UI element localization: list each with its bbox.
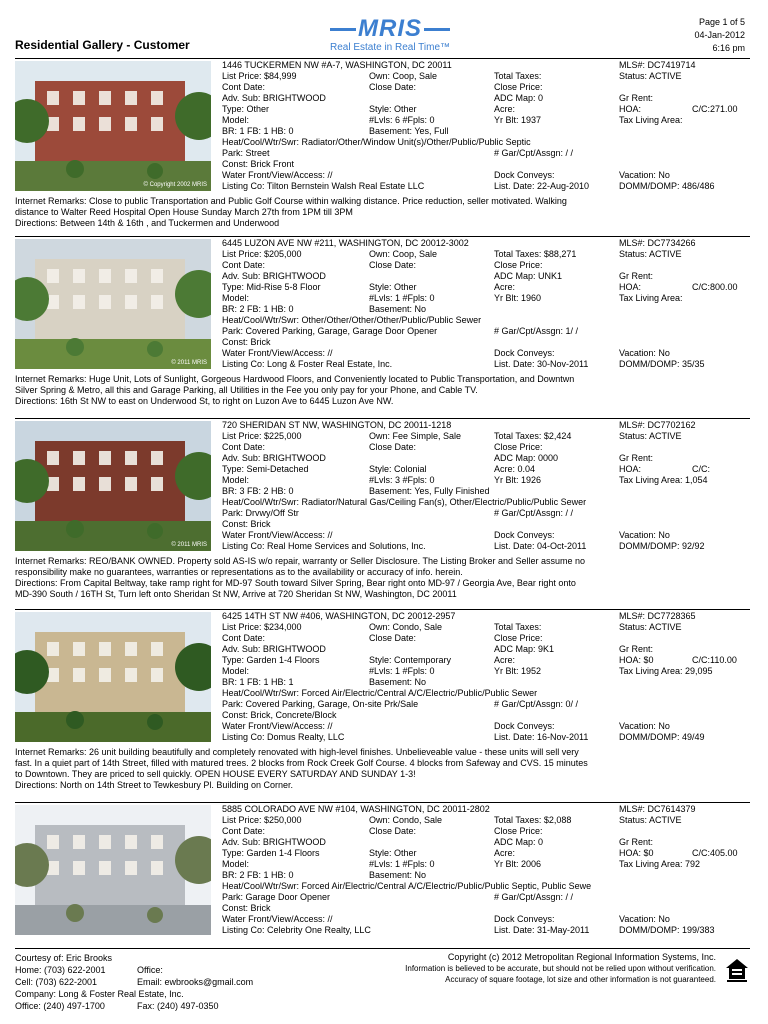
home-phone: Home: (703) 622-2001 <box>15 965 106 975</box>
detail-row <box>222 453 752 464</box>
detail-field: C/C:405.00 <box>692 848 738 858</box>
listing-details <box>222 611 752 743</box>
mls-number[interactable]: MLS#: DC7702162 <box>619 420 696 430</box>
detail-field: Basement: No <box>369 870 427 880</box>
vacation: Vacation: No <box>619 348 670 358</box>
list-date: List. Date: 30-Nov-2011 <box>494 359 589 369</box>
dock-conveys: Dock Conveys: <box>494 914 555 924</box>
listing-divider <box>15 418 750 419</box>
parking: Park: Covered Parking, Garage, On-site Prk/Sale <box>222 699 419 709</box>
water-front: Water Front/View/Access: // <box>222 914 333 924</box>
detail-field: Style: Other <box>369 848 417 858</box>
domm-domp: DOMM/DOMP: 486/486 <box>619 181 715 191</box>
remark-line: Directions: Between 14th & 16th , and Tuckermen and Underwood <box>15 218 280 228</box>
listing-address[interactable]: 720 SHERIDAN ST NW, WASHINGTON, DC 20011-1218 <box>222 420 452 430</box>
detail-row <box>222 848 752 859</box>
email[interactable]: Email: ewbrooks@gmail.com <box>137 977 254 987</box>
domm-domp: DOMM/DOMP: 92/92 <box>619 541 705 551</box>
detail-row <box>222 666 752 677</box>
listing-remarks <box>15 747 750 791</box>
remark-line: Internet Remarks: 26 unit building beautifully and completely renovated with high-level finishes. Unbelieveable value - these units will sell very <box>15 747 579 757</box>
detail-row <box>222 826 752 837</box>
office-phone: Office: <box>137 965 163 975</box>
heat-cool: Heat/Cool/Wtr/Swr: Other/Other/Other/Other/Public/Public Sewer <box>222 315 482 325</box>
listing-divider <box>15 609 750 610</box>
logo-tagline: Real Estate in Real Time™ <box>329 42 451 53</box>
detail-field: Close Date: <box>369 82 417 92</box>
disclaimer-2: Accuracy of square footage, lot size and other information is not guaranteed. <box>445 975 716 984</box>
detail-field: Basement: No <box>369 677 427 687</box>
office-main: Office: (240) 497-1700 <box>15 1001 105 1011</box>
vacation: Vacation: No <box>619 914 670 924</box>
detail-field: Model: <box>222 859 250 869</box>
construction: Const: Brick <box>222 519 271 529</box>
detail-row <box>222 655 752 666</box>
detail-field: Style: Contemporary <box>369 655 452 665</box>
dock-conveys: Dock Conveys: <box>494 721 555 731</box>
detail-field: Status: ACTIVE <box>619 622 682 632</box>
copyright-block <box>405 952 716 985</box>
listing-card <box>15 802 750 948</box>
detail-field: Status: ACTIVE <box>619 431 682 441</box>
construction: Const: Brick <box>222 903 271 913</box>
listing-address[interactable]: 1446 TUCKERMEN NW #A-7, WASHINGTON, DC 20011 <box>222 60 452 70</box>
detail-field: List Price: $234,000 <box>222 622 302 632</box>
detail-field: Close Price: <box>494 633 543 643</box>
detail-field: Gr Rent: <box>619 453 654 463</box>
detail-field: Basement: Yes, Full <box>369 126 449 136</box>
detail-row <box>222 126 752 137</box>
detail-field: List Price: $225,000 <box>222 431 302 441</box>
detail-field: Cont Date: <box>222 260 266 270</box>
detail-field: Model: <box>222 666 250 676</box>
list-date: List. Date: 04-Oct-2011 <box>494 541 587 551</box>
detail-row <box>222 115 752 126</box>
detail-field: #Lvls: 6 #Fpls: 0 <box>369 115 435 125</box>
copyright: Copyright (c) 2012 Metropolitan Regional Information Systems, Inc. <box>447 952 716 962</box>
heat-cool: Heat/Cool/Wtr/Swr: Radiator/Natural Gas/Ceiling Fan(s), Other/Electric/Public/Public Sewer <box>222 497 587 507</box>
detail-row <box>222 837 752 848</box>
parking: Park: Drvwy/Off Str <box>222 508 299 518</box>
water-front: Water Front/View/Access: // <box>222 721 333 731</box>
report-title: Residential Gallery - Customer <box>15 38 190 52</box>
detail-field: Adv. Sub: BRIGHTWOOD <box>222 644 326 654</box>
company: Company: Long & Foster Real Estate, Inc. <box>15 989 184 999</box>
detail-field: Type: Garden 1-4 Floors <box>222 655 320 665</box>
detail-field: Style: Other <box>369 282 417 292</box>
detail-field: #Lvls: 3 #Fpls: 0 <box>369 475 435 485</box>
remark-line: Directions: 16th St NW to east on Underwood St, to right on Luzon Ave to 6445 Luzon Ave NW. <box>15 396 394 406</box>
detail-field: List Price: $250,000 <box>222 815 302 825</box>
photo-caption: © 2011 MRIS <box>171 542 207 548</box>
report-date: 04-Jan-2012 <box>694 30 745 40</box>
heat-cool: Heat/Cool/Wtr/Swr: Forced Air/Electric/Central A/C/Electric/Public/Public Septic, Public Sewe <box>222 881 592 891</box>
photo-caption: © 2011 MRIS <box>171 360 207 366</box>
remark-line: responsibility make no guarantees, warranties or representations as to the availability or accuracy of info. herein. <box>15 567 463 577</box>
listing-address[interactable]: 6425 14TH ST NW #406, WASHINGTON, DC 20012-2957 <box>222 611 456 621</box>
detail-field: List Price: $205,000 <box>222 249 302 259</box>
detail-field: Close Price: <box>494 82 543 92</box>
listing-card <box>15 236 750 418</box>
detail-field: Acre: <box>494 282 516 292</box>
detail-field: Status: ACTIVE <box>619 71 682 81</box>
detail-field: C/C:800.00 <box>692 282 738 292</box>
detail-row <box>222 644 752 655</box>
page-meta <box>694 16 745 55</box>
detail-field: C/C:110.00 <box>692 655 737 665</box>
remark-line: Internet Remarks: REO/BANK OWNED. Property sold AS-IS w/o repair, warranty or Seller Disclosure. The Listing Broker and Seller assume no <box>15 556 586 566</box>
detail-field: Cont Date: <box>222 442 266 452</box>
detail-field: Adv. Sub: BRIGHTWOOD <box>222 271 326 281</box>
listing-divider <box>15 236 750 237</box>
remark-line: Directions: From Capital Beltway, take ramp right for MD-97 South toward Silver Spring, Bear right onto MD-97 / Georgia Ave, Bear right onto <box>15 578 576 588</box>
detail-field: Tax Living Area: <box>619 115 683 125</box>
detail-field: Gr Rent: <box>619 837 654 847</box>
detail-field: Type: Other <box>222 104 270 114</box>
detail-row <box>222 260 752 271</box>
listing-photo[interactable] <box>15 421 211 551</box>
detail-field: Tax Living Area: 1,054 <box>619 475 708 485</box>
detail-field: Own: Condo, Sale <box>369 622 443 632</box>
listing-divider <box>15 58 750 59</box>
listing-details <box>222 238 752 370</box>
remark-line: Directions: North on 14th Street to Tewkesbury Pl. Building on Corner. <box>15 780 293 790</box>
listing-remarks <box>15 556 750 600</box>
report-time: 6:16 pm <box>712 43 745 53</box>
agent-contact <box>15 952 254 1012</box>
remark-line: distance to Walter Reed Hospital Open House Sunday March 27th from 1PM till 3PM <box>15 207 353 217</box>
detail-field: Own: Coop, Sale <box>369 249 438 259</box>
listing-photo[interactable] <box>15 612 211 742</box>
remark-line: Internet Remarks: Huge Unit, Lots of Sunlight, Gorgeous Hardwood Floors, and Conveniently located to Public Transportation, and Downtwn <box>15 374 575 384</box>
detail-field: Type: Garden 1-4 Floors <box>222 848 320 858</box>
detail-field: Close Date: <box>369 260 417 270</box>
listing-details <box>222 804 752 936</box>
detail-row <box>222 633 752 644</box>
construction: Const: Brick <box>222 337 271 347</box>
detail-row <box>222 431 752 442</box>
detail-field: Close Date: <box>369 826 417 836</box>
detail-field: Total Taxes: $2,088 <box>494 815 572 825</box>
detail-field: Tax Living Area: <box>619 293 683 303</box>
detail-field: Acre: <box>494 104 516 114</box>
detail-row <box>222 104 752 115</box>
detail-field: C/C: <box>692 464 710 474</box>
mls-number[interactable]: MLS#: DC7734266 <box>619 238 696 248</box>
list-date: List. Date: 22-Aug-2010 <box>494 181 590 191</box>
detail-field: Yr Blt: 1937 <box>494 115 542 125</box>
detail-field: BR: 1 FB: 1 HB: 0 <box>222 126 294 136</box>
detail-field: HOA: $0 <box>619 848 654 858</box>
listing-card <box>15 58 750 236</box>
detail-field: BR: 2 FB: 1 HB: 0 <box>222 870 294 880</box>
detail-row <box>222 82 752 93</box>
listing-remarks <box>15 196 750 229</box>
detail-field: Adv. Sub: BRIGHTWOOD <box>222 837 326 847</box>
detail-field: Close Price: <box>494 826 543 836</box>
listing-photo[interactable] <box>15 61 211 191</box>
remark-line: Silver Spring & Metro, all this and Garage Parking, all Utilities in the Fee you only pay for your Phone, and Cable TV. <box>15 385 478 395</box>
photo-caption: © Copyright 2002 MRIS <box>143 182 207 188</box>
detail-field: Yr Blt: 1952 <box>494 666 542 676</box>
detail-field: BR: 1 FB: 1 HB: 1 <box>222 677 294 687</box>
detail-field: ADC Map: 0000 <box>494 453 559 463</box>
detail-row <box>222 464 752 475</box>
detail-field: Adv. Sub: BRIGHTWOOD <box>222 93 326 103</box>
listing-divider <box>15 802 750 803</box>
detail-row <box>222 815 752 826</box>
detail-field: Tax Living Area: 792 <box>619 859 701 869</box>
construction: Const: Brick Front <box>222 159 295 169</box>
detail-field: Model: <box>222 115 250 125</box>
detail-field: Status: ACTIVE <box>619 249 682 259</box>
mls-number[interactable]: MLS#: DC7728365 <box>619 611 696 621</box>
garage: # Gar/Cpt/Assgn: / / <box>494 508 574 518</box>
detail-field: Total Taxes: $88,271 <box>494 249 577 259</box>
detail-field: Adv. Sub: BRIGHTWOOD <box>222 453 326 463</box>
detail-field: ADC Map: 0 <box>494 837 544 847</box>
listing-photo[interactable] <box>15 239 211 369</box>
detail-field: ADC Map: 9K1 <box>494 644 555 654</box>
heat-cool: Heat/Cool/Wtr/Swr: Radiator/Other/Window Unit(s)/Other/Public/Public Septic <box>222 137 531 147</box>
cell-phone: Cell: (703) 622-2001 <box>15 977 98 987</box>
detail-field: Gr Rent: <box>619 93 654 103</box>
garage: # Gar/Cpt/Assgn: 0/ / <box>494 699 579 709</box>
detail-field: Own: Fee Simple, Sale <box>369 431 462 441</box>
listing-company: Listing Co: Tilton Bernstein Walsh Real Estate LLC <box>222 181 425 191</box>
listing-company: Listing Co: Real Home Services and Solutions, Inc. <box>222 541 426 551</box>
detail-field: Yr Blt: 2006 <box>494 859 542 869</box>
heat-cool: Heat/Cool/Wtr/Swr: Forced Air/Electric/Central A/C/Electric/Public/Public Sewer <box>222 688 538 698</box>
detail-field: BR: 3 FB: 2 HB: 0 <box>222 486 294 496</box>
parking: Park: Street <box>222 148 270 158</box>
detail-field: #Lvls: 1 #Fpls: 0 <box>369 859 435 869</box>
detail-field: Total Taxes: <box>494 622 542 632</box>
detail-field: Cont Date: <box>222 826 266 836</box>
parking: Park: Covered Parking, Garage, Garage Door Opener <box>222 326 438 336</box>
detail-field: Basement: No <box>369 304 427 314</box>
detail-field: Status: ACTIVE <box>619 815 682 825</box>
water-front: Water Front/View/Access: // <box>222 348 333 358</box>
detail-row <box>222 271 752 282</box>
detail-row <box>222 475 752 486</box>
listing-address[interactable]: 5885 COLORADO AVE NW #104, WASHINGTON, DC 20011-2802 <box>222 804 490 814</box>
detail-field: Close Price: <box>494 442 543 452</box>
detail-field: Close Price: <box>494 260 543 270</box>
garage: # Gar/Cpt/Assgn: 1/ / <box>494 326 579 336</box>
courtesy: Courtesy of: Eric Brooks <box>15 953 113 963</box>
detail-row <box>222 249 752 260</box>
construction: Const: Brick, Concrete/Block <box>222 710 337 720</box>
garage: # Gar/Cpt/Assgn: / / <box>494 892 574 902</box>
detail-field: Cont Date: <box>222 82 266 92</box>
detail-field: HOA: <box>619 464 642 474</box>
vacation: Vacation: No <box>619 530 670 540</box>
detail-field: #Lvls: 1 #Fpls: 0 <box>369 666 435 676</box>
detail-field: HOA: $0 <box>619 655 654 665</box>
mls-number[interactable]: MLS#: DC7419714 <box>619 60 696 70</box>
detail-field: #Lvls: 1 #Fpls: 0 <box>369 293 435 303</box>
detail-row <box>222 304 752 315</box>
detail-field: ADC Map: 0 <box>494 93 544 103</box>
vacation: Vacation: No <box>619 170 670 180</box>
water-front: Water Front/View/Access: // <box>222 170 333 180</box>
garage: # Gar/Cpt/Assgn: / / <box>494 148 574 158</box>
detail-field: Acre: <box>494 848 516 858</box>
listing-remarks <box>15 374 750 407</box>
listing-company: Listing Co: Long & Foster Real Estate, Inc. <box>222 359 393 369</box>
detail-field: Close Date: <box>369 442 417 452</box>
detail-field: Type: Mid-Rise 5-8 Floor <box>222 282 321 292</box>
detail-field: Total Taxes: <box>494 71 542 81</box>
listing-company: Listing Co: Domus Realty, LLC <box>222 732 345 742</box>
logo-word: MRIS <box>358 15 422 42</box>
detail-field: Acre: 0.04 <box>494 464 536 474</box>
list-date: List. Date: 16-Nov-2011 <box>494 732 589 742</box>
detail-field: Own: Condo, Sale <box>369 815 443 825</box>
listing-card <box>15 418 750 609</box>
detail-field: Own: Coop, Sale <box>369 71 438 81</box>
listing-address[interactable]: 6445 LUZON AVE NW #211, WASHINGTON, DC 20012-3002 <box>222 238 469 248</box>
dock-conveys: Dock Conveys: <box>494 170 555 180</box>
detail-field: Close Date: <box>369 633 417 643</box>
detail-field: Cont Date: <box>222 633 266 643</box>
parking: Park: Garage Door Opener <box>222 892 331 902</box>
water-front: Water Front/View/Access: // <box>222 530 333 540</box>
report-header <box>15 10 745 58</box>
detail-field: Type: Semi-Detached <box>222 464 309 474</box>
detail-field: Basement: Yes, Fully Finished <box>369 486 490 496</box>
detail-field: ADC Map: UNK1 <box>494 271 563 281</box>
detail-row <box>222 677 752 688</box>
detail-row <box>222 870 752 881</box>
footer <box>15 948 750 1019</box>
listing-card <box>15 609 750 802</box>
detail-row <box>222 71 752 82</box>
detail-field: Yr Blt: 1926 <box>494 475 542 485</box>
detail-row <box>222 622 752 633</box>
detail-field: Model: <box>222 475 250 485</box>
listing-photo[interactable] <box>15 805 211 935</box>
domm-domp: DOMM/DOMP: 49/49 <box>619 732 705 742</box>
domm-domp: DOMM/DOMP: 35/35 <box>619 359 705 369</box>
remark-line: fast. In a quiet part of 14th Street, filled with matured trees. 2 blocks from Rock Creek Golf Course. 4 blocks from Safeway and CVS. 15 minutes <box>15 758 588 768</box>
mris-logo <box>310 16 470 56</box>
detail-field: Acre: <box>494 655 516 665</box>
list-date: List. Date: 31-May-2011 <box>494 925 590 935</box>
detail-field: Gr Rent: <box>619 644 654 654</box>
detail-row <box>222 282 752 293</box>
detail-field: BR: 2 FB: 1 HB: 0 <box>222 304 294 314</box>
domm-domp: DOMM/DOMP: 199/383 <box>619 925 715 935</box>
detail-field: HOA: <box>619 104 642 114</box>
detail-field: Yr Blt: 1960 <box>494 293 542 303</box>
detail-field: HOA: <box>619 282 642 292</box>
page-number: Page 1 of 5 <box>698 17 745 27</box>
detail-field: Model: <box>222 293 250 303</box>
detail-field: Tax Living Area: 29,095 <box>619 666 713 676</box>
listing-details <box>222 420 752 552</box>
detail-row <box>222 486 752 497</box>
dock-conveys: Dock Conveys: <box>494 348 555 358</box>
listing-details <box>222 60 752 192</box>
detail-field: Style: Other <box>369 104 417 114</box>
disclaimer-1: Information is believed to be accurate, but should not be relied upon without verification. <box>405 964 716 973</box>
detail-field: Gr Rent: <box>619 271 654 281</box>
detail-row <box>222 93 752 104</box>
detail-field: Style: Colonial <box>369 464 427 474</box>
detail-field: Total Taxes: $2,424 <box>494 431 572 441</box>
remark-line: Internet Remarks: Close to public Transportation and Public Golf Course within walking distance. Price reduction, seller motivated. Walking <box>15 196 567 206</box>
detail-row <box>222 293 752 304</box>
mls-number[interactable]: MLS#: DC7614379 <box>619 804 696 814</box>
vacation: Vacation: No <box>619 721 670 731</box>
detail-field: List Price: $84,999 <box>222 71 297 81</box>
fax: Fax: (240) 497-0350 <box>137 1001 219 1011</box>
equal-housing-icon <box>724 957 750 983</box>
listing-company: Listing Co: Celebrity One Realty, LLC <box>222 925 371 935</box>
detail-field: C/C:271.00 <box>692 104 738 114</box>
remark-line: MD-390 South / 16TH St, Turn left onto Sheridan St NW, Arrive at 720 Sheridan St NW, Washington, DC 20011 <box>15 589 457 599</box>
remark-line: to Downtown. They are priced to sell quickly. OPEN HOUSE EVERY SATURDAY AND SUNDAY 1-3! <box>15 769 416 779</box>
dock-conveys: Dock Conveys: <box>494 530 555 540</box>
detail-row <box>222 859 752 870</box>
detail-row <box>222 442 752 453</box>
